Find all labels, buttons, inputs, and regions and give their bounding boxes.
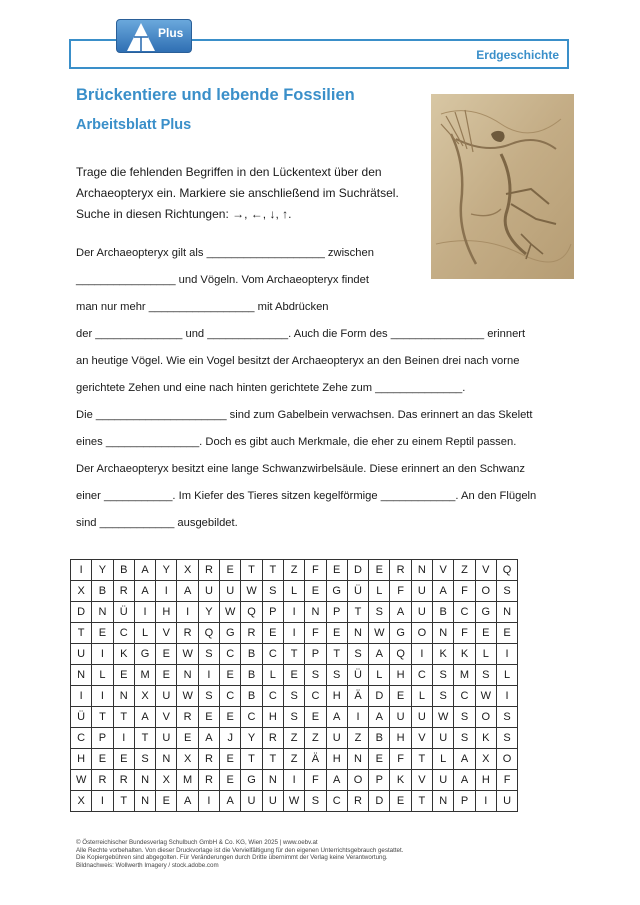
word-search-cell[interactable]: I bbox=[92, 686, 113, 707]
word-search-cell[interactable]: N bbox=[113, 686, 134, 707]
word-search-row bbox=[71, 623, 518, 644]
footer-copyright bbox=[76, 839, 403, 869]
word-search-cell[interactable]: U bbox=[241, 791, 262, 812]
archaeopteryx-fossil-image bbox=[431, 94, 574, 279]
word-search-cell[interactable]: W bbox=[220, 602, 241, 623]
word-search-cell[interactable]: F bbox=[305, 560, 326, 581]
word-search-cell[interactable]: T bbox=[134, 728, 155, 749]
word-search-cell[interactable]: S bbox=[347, 644, 368, 665]
word-search-cell[interactable]: O bbox=[475, 581, 496, 602]
word-search-cell[interactable]: T bbox=[347, 602, 368, 623]
word-search-cell[interactable]: U bbox=[411, 602, 432, 623]
word-search-cell[interactable]: M bbox=[134, 665, 155, 686]
word-search-cell[interactable]: I bbox=[496, 644, 517, 665]
word-search-cell[interactable]: L bbox=[262, 665, 283, 686]
word-search-cell[interactable]: B bbox=[241, 644, 262, 665]
word-search-cell[interactable]: K bbox=[475, 728, 496, 749]
word-search-cell[interactable]: S bbox=[475, 665, 496, 686]
word-search-cell[interactable]: C bbox=[241, 707, 262, 728]
word-search-cell[interactable]: E bbox=[220, 770, 241, 791]
word-search-cell[interactable]: F bbox=[390, 749, 411, 770]
word-search-cell[interactable]: B bbox=[241, 686, 262, 707]
word-search-cell[interactable]: Ü bbox=[71, 707, 92, 728]
word-search-cell[interactable]: O bbox=[475, 707, 496, 728]
word-search-cell[interactable]: E bbox=[390, 791, 411, 812]
word-search-cell[interactable]: S bbox=[496, 581, 517, 602]
word-search-cell[interactable]: S bbox=[305, 665, 326, 686]
word-search-cell[interactable]: B bbox=[92, 581, 113, 602]
cloze-line: gerichtete Zehen und eine nach hinten gerichtete Zehe zum ______________. bbox=[76, 382, 466, 394]
word-search-cell[interactable]: D bbox=[71, 602, 92, 623]
word-search-cell[interactable]: S bbox=[262, 581, 283, 602]
word-search-cell[interactable]: N bbox=[411, 560, 432, 581]
word-search-cell[interactable]: E bbox=[156, 791, 177, 812]
word-search-cell[interactable]: V bbox=[433, 560, 454, 581]
word-search-cell[interactable]: N bbox=[71, 665, 92, 686]
word-search-cell[interactable]: T bbox=[71, 623, 92, 644]
word-search-cell[interactable]: S bbox=[369, 602, 390, 623]
word-search-cell[interactable]: U bbox=[156, 686, 177, 707]
word-search-cell[interactable]: I bbox=[475, 791, 496, 812]
word-search-cell[interactable]: M bbox=[454, 665, 475, 686]
word-search-cell[interactable]: P bbox=[454, 791, 475, 812]
word-search-cell[interactable]: X bbox=[134, 686, 155, 707]
word-search-row bbox=[71, 686, 518, 707]
word-search-row bbox=[71, 581, 518, 602]
word-search-cell[interactable]: I bbox=[71, 686, 92, 707]
word-search-cell[interactable]: Y bbox=[156, 560, 177, 581]
word-search-cell[interactable]: T bbox=[283, 644, 304, 665]
word-search-cell[interactable]: Z bbox=[283, 749, 304, 770]
word-search-cell[interactable]: U bbox=[411, 707, 432, 728]
word-search-cell[interactable]: K bbox=[113, 644, 134, 665]
word-search-cell[interactable]: A bbox=[433, 581, 454, 602]
word-search-cell[interactable]: E bbox=[113, 665, 134, 686]
word-search-cell[interactable]: G bbox=[475, 602, 496, 623]
word-search-cell[interactable]: A bbox=[177, 581, 198, 602]
word-search-cell[interactable]: H bbox=[475, 770, 496, 791]
word-search-cell[interactable]: C bbox=[220, 686, 241, 707]
word-search-cell[interactable]: J bbox=[220, 728, 241, 749]
word-search-cell[interactable]: R bbox=[113, 770, 134, 791]
word-search-cell[interactable]: F bbox=[305, 623, 326, 644]
word-search-cell[interactable]: I bbox=[283, 770, 304, 791]
instruction-line: Trage die fehlenden Begriffen in den Lückentext über den bbox=[76, 165, 382, 179]
word-search-cell[interactable]: F bbox=[390, 581, 411, 602]
word-search-cell[interactable]: N bbox=[305, 602, 326, 623]
word-search-cell[interactable]: W bbox=[71, 770, 92, 791]
word-search-cell[interactable]: F bbox=[454, 581, 475, 602]
word-search-cell[interactable]: Z bbox=[347, 728, 368, 749]
word-search-cell[interactable]: T bbox=[241, 749, 262, 770]
word-search-cell[interactable]: I bbox=[156, 581, 177, 602]
cloze-line: an heutige Vögel. Wie ein Vogel besitzt der Archaeopteryx an den Beinen drei nach vorne bbox=[76, 355, 520, 367]
plus-logo bbox=[116, 19, 192, 53]
cloze-line: der ______________ und _____________. Auch die Form des _______________ erinnert bbox=[76, 328, 526, 340]
word-search-cell[interactable]: G bbox=[220, 623, 241, 644]
word-search-cell[interactable]: T bbox=[262, 749, 283, 770]
cloze-line: Der Archaeopteryx gilt als ___________________ zwischen bbox=[76, 247, 374, 259]
word-search-cell[interactable]: C bbox=[411, 665, 432, 686]
word-search-cell[interactable]: I bbox=[92, 644, 113, 665]
word-search-cell[interactable]: G bbox=[326, 581, 347, 602]
word-search-cell[interactable]: Q bbox=[390, 644, 411, 665]
word-search-cell[interactable]: R bbox=[198, 749, 219, 770]
word-search-cell[interactable]: E bbox=[496, 623, 517, 644]
word-search-cell[interactable]: L bbox=[433, 749, 454, 770]
footer-line: © Österreichischer Bundesverlag Schulbuch GmbH & Co. KG, Wien 2025 | www.oebv.at bbox=[76, 839, 318, 846]
word-search-cell[interactable]: C bbox=[113, 623, 134, 644]
word-search-cell[interactable]: N bbox=[262, 770, 283, 791]
word-search-cell[interactable]: X bbox=[475, 749, 496, 770]
word-search-cell[interactable]: P bbox=[305, 644, 326, 665]
word-search-cell[interactable]: Ü bbox=[113, 602, 134, 623]
word-search-row bbox=[71, 560, 518, 581]
word-search-cell[interactable]: S bbox=[283, 686, 304, 707]
word-search-cell[interactable]: H bbox=[156, 602, 177, 623]
word-search-cell[interactable]: S bbox=[433, 686, 454, 707]
word-search-cell[interactable]: D bbox=[369, 686, 390, 707]
word-search-cell[interactable]: R bbox=[198, 770, 219, 791]
word-search-cell[interactable]: S bbox=[454, 707, 475, 728]
word-search-cell[interactable]: T bbox=[326, 644, 347, 665]
word-search-cell[interactable]: E bbox=[475, 623, 496, 644]
word-search-cell[interactable]: T bbox=[92, 707, 113, 728]
word-search-cell[interactable]: A bbox=[198, 728, 219, 749]
word-search-cell[interactable]: D bbox=[347, 560, 368, 581]
word-search-cell[interactable]: S bbox=[283, 707, 304, 728]
word-search-cell[interactable]: I bbox=[283, 602, 304, 623]
word-search-cell[interactable]: C bbox=[71, 728, 92, 749]
word-search-cell[interactable]: N bbox=[347, 623, 368, 644]
word-search-cell[interactable]: E bbox=[283, 665, 304, 686]
word-search-cell[interactable]: I bbox=[134, 602, 155, 623]
word-search-cell[interactable]: E bbox=[92, 749, 113, 770]
word-search-cell[interactable]: H bbox=[390, 728, 411, 749]
instruction-line: Suche in diesen Richtungen: →, ←, ↓, ↑. bbox=[76, 207, 292, 221]
word-search-cell[interactable]: L bbox=[496, 665, 517, 686]
word-search-cell[interactable]: U bbox=[496, 791, 517, 812]
word-search-row bbox=[71, 602, 518, 623]
word-search-cell[interactable]: I bbox=[177, 602, 198, 623]
word-search-cell[interactable]: N bbox=[433, 791, 454, 812]
word-search-cell[interactable]: E bbox=[113, 749, 134, 770]
word-search-cell[interactable]: Ü bbox=[347, 665, 368, 686]
word-search-cell[interactable]: L bbox=[411, 686, 432, 707]
word-search-cell[interactable]: T bbox=[113, 707, 134, 728]
word-search-cell[interactable]: N bbox=[134, 791, 155, 812]
word-search-cell[interactable]: U bbox=[390, 707, 411, 728]
word-search-cell[interactable]: I bbox=[283, 623, 304, 644]
cloze-line: einer ___________. Im Kiefer des Tieres sitzen kegelförmige ____________. An den Flügeln bbox=[76, 490, 537, 502]
instruction-line: Archaeopteryx ein. Markiere sie anschließend im Suchrätsel. bbox=[76, 186, 399, 200]
word-search-cell[interactable]: R bbox=[177, 707, 198, 728]
word-search-cell[interactable]: A bbox=[454, 749, 475, 770]
word-search-cell[interactable]: H bbox=[390, 665, 411, 686]
word-search-cell[interactable]: U bbox=[433, 770, 454, 791]
word-search-cell[interactable]: L bbox=[283, 581, 304, 602]
word-search-cell[interactable]: M bbox=[177, 770, 198, 791]
word-search-cell[interactable]: R bbox=[113, 581, 134, 602]
word-search-cell[interactable]: I bbox=[198, 791, 219, 812]
word-search-cell[interactable]: U bbox=[262, 791, 283, 812]
word-search-cell[interactable]: H bbox=[326, 749, 347, 770]
word-search-row bbox=[71, 791, 518, 812]
word-search-cell[interactable]: Z bbox=[283, 728, 304, 749]
cloze-line: eines _______________. Doch es gibt auch Merkmale, die eher zu einem Reptil passen. bbox=[76, 436, 517, 448]
word-search-cell[interactable]: S bbox=[305, 791, 326, 812]
word-search-cell[interactable]: S bbox=[433, 665, 454, 686]
word-search-grid bbox=[70, 559, 518, 812]
word-search-cell[interactable]: A bbox=[454, 770, 475, 791]
word-search-cell[interactable]: T bbox=[411, 791, 432, 812]
word-search-cell[interactable]: R bbox=[241, 623, 262, 644]
word-search-cell[interactable]: P bbox=[92, 728, 113, 749]
word-search-cell[interactable]: E bbox=[305, 707, 326, 728]
word-search-cell[interactable]: E bbox=[305, 581, 326, 602]
word-search-cell[interactable]: A bbox=[134, 581, 155, 602]
word-search-cell[interactable]: F bbox=[496, 770, 517, 791]
word-search-cell[interactable]: E bbox=[220, 560, 241, 581]
word-search-cell[interactable]: I bbox=[198, 665, 219, 686]
word-search-cell[interactable]: K bbox=[390, 770, 411, 791]
word-search-cell[interactable]: Z bbox=[305, 728, 326, 749]
word-search-cell[interactable]: B bbox=[113, 560, 134, 581]
word-search-cell[interactable]: H bbox=[326, 686, 347, 707]
word-search-cell[interactable]: V bbox=[156, 707, 177, 728]
word-search-cell[interactable]: N bbox=[156, 749, 177, 770]
word-search-cell[interactable]: W bbox=[283, 791, 304, 812]
word-search-cell[interactable]: I bbox=[411, 644, 432, 665]
word-search-cell[interactable]: C bbox=[454, 602, 475, 623]
word-search-cell[interactable]: U bbox=[326, 728, 347, 749]
cloze-line: Die _____________________ sind zum Gabelbein verwachsen. Das erinnert an das Skelett bbox=[76, 409, 533, 421]
word-search-cell[interactable]: E bbox=[220, 665, 241, 686]
word-search-cell[interactable]: G bbox=[241, 770, 262, 791]
word-search-cell[interactable]: E bbox=[326, 623, 347, 644]
word-search-cell[interactable]: E bbox=[220, 749, 241, 770]
word-search-cell[interactable]: E bbox=[369, 749, 390, 770]
page-title: Brückentiere und lebende Fossilien bbox=[76, 86, 355, 104]
word-search-cell[interactable]: N bbox=[177, 665, 198, 686]
word-search-cell[interactable]: T bbox=[411, 749, 432, 770]
word-search-row bbox=[71, 707, 518, 728]
word-search-cell[interactable]: E bbox=[262, 623, 283, 644]
word-search-cell[interactable]: C bbox=[262, 686, 283, 707]
word-search-cell[interactable]: A bbox=[326, 707, 347, 728]
word-search-cell[interactable]: U bbox=[156, 728, 177, 749]
word-search-cell[interactable]: N bbox=[496, 602, 517, 623]
word-search-cell[interactable]: Z bbox=[454, 560, 475, 581]
word-search-cell[interactable]: V bbox=[156, 623, 177, 644]
word-search-cell[interactable]: A bbox=[326, 770, 347, 791]
word-search-cell[interactable]: O bbox=[347, 770, 368, 791]
word-search-cell[interactable]: S bbox=[496, 728, 517, 749]
word-search-cell[interactable]: S bbox=[496, 707, 517, 728]
word-search-cell[interactable]: S bbox=[454, 728, 475, 749]
word-search-cell[interactable]: C bbox=[305, 686, 326, 707]
word-search-cell[interactable]: Q bbox=[198, 623, 219, 644]
word-search-cell[interactable]: Q bbox=[241, 602, 262, 623]
word-search-cell[interactable]: R bbox=[262, 728, 283, 749]
word-search-cell[interactable]: F bbox=[454, 623, 475, 644]
word-search-cell[interactable]: P bbox=[326, 602, 347, 623]
word-search-cell[interactable]: S bbox=[198, 644, 219, 665]
word-search-cell[interactable]: A bbox=[220, 791, 241, 812]
footer-line: Bildnachweis: Wollwerth Imagery / stock.adobe.com bbox=[76, 861, 219, 869]
word-search-cell[interactable]: L bbox=[475, 644, 496, 665]
word-search-cell[interactable]: X bbox=[177, 560, 198, 581]
word-search-cell[interactable]: O bbox=[411, 623, 432, 644]
word-search-cell[interactable]: W bbox=[241, 581, 262, 602]
word-search-cell[interactable]: E bbox=[156, 665, 177, 686]
word-search-cell[interactable]: V bbox=[475, 560, 496, 581]
word-search-cell[interactable]: D bbox=[369, 791, 390, 812]
word-search-cell[interactable]: T bbox=[262, 560, 283, 581]
word-search-cell[interactable]: Y bbox=[241, 728, 262, 749]
word-search-cell[interactable]: R bbox=[390, 560, 411, 581]
word-search-cell[interactable]: P bbox=[369, 770, 390, 791]
word-search-cell[interactable]: P bbox=[262, 602, 283, 623]
word-search-cell[interactable]: L bbox=[369, 665, 390, 686]
word-search-cell[interactable]: B bbox=[433, 602, 454, 623]
word-search-cell[interactable]: K bbox=[433, 644, 454, 665]
word-search-cell[interactable]: U bbox=[71, 644, 92, 665]
cloze-line: ________________ und Vögeln. Vom Archaeopteryx findet bbox=[76, 274, 369, 286]
word-search-cell[interactable]: B bbox=[241, 665, 262, 686]
word-search-cell[interactable]: L bbox=[369, 581, 390, 602]
word-search-cell[interactable]: X bbox=[156, 770, 177, 791]
subject-label: Erdgeschichte bbox=[476, 48, 559, 62]
word-search-cell[interactable]: K bbox=[454, 644, 475, 665]
word-search-cell[interactable]: I bbox=[496, 686, 517, 707]
word-search-cell[interactable]: A bbox=[134, 707, 155, 728]
word-search-cell[interactable]: A bbox=[134, 560, 155, 581]
word-search-cell[interactable]: C bbox=[262, 644, 283, 665]
cloze-line: Der Archaeopteryx besitzt eine lange Schwanzwirbelsäule. Diese erinnert an den Schwanz bbox=[76, 463, 525, 475]
word-search-cell[interactable]: E bbox=[198, 707, 219, 728]
word-search-row bbox=[71, 728, 518, 749]
word-search-cell[interactable]: O bbox=[496, 749, 517, 770]
cloze-line: sind ____________ ausgebildet. bbox=[76, 517, 238, 529]
word-search-cell[interactable]: U bbox=[433, 728, 454, 749]
word-search-cell[interactable]: Z bbox=[283, 560, 304, 581]
word-search-cell[interactable]: G bbox=[390, 623, 411, 644]
word-search-cell[interactable]: F bbox=[305, 770, 326, 791]
word-search-row bbox=[71, 749, 518, 770]
word-search-cell[interactable]: C bbox=[326, 791, 347, 812]
logo-text: Plus bbox=[158, 26, 184, 40]
word-search-cell[interactable]: E bbox=[369, 560, 390, 581]
word-search-cell[interactable]: Ü bbox=[347, 581, 368, 602]
word-search-cell[interactable]: H bbox=[262, 707, 283, 728]
footer-line: Alle Rechte vorbehalten. Von dieser Druckvorlage ist die Vervielfältigung für den eigenen Unterrichtsgebrauch gestattet. bbox=[76, 846, 404, 854]
word-search-cell[interactable]: X bbox=[71, 791, 92, 812]
word-search-cell[interactable]: T bbox=[241, 560, 262, 581]
word-search-cell[interactable]: E bbox=[92, 623, 113, 644]
page-subtitle: Arbeitsblatt Plus bbox=[76, 117, 192, 133]
word-search-cell[interactable]: X bbox=[71, 581, 92, 602]
word-search-cell[interactable]: U bbox=[198, 581, 219, 602]
word-search-cell[interactable]: R bbox=[177, 623, 198, 644]
word-search-cell[interactable]: L bbox=[134, 623, 155, 644]
word-search-cell[interactable]: Ä bbox=[305, 749, 326, 770]
word-search-cell[interactable]: S bbox=[326, 665, 347, 686]
word-search-cell[interactable]: W bbox=[433, 707, 454, 728]
word-search-cell[interactable]: N bbox=[433, 623, 454, 644]
word-search-cell[interactable]: E bbox=[156, 644, 177, 665]
word-search-cell[interactable]: H bbox=[71, 749, 92, 770]
word-search-cell[interactable]: I bbox=[71, 560, 92, 581]
word-search-cell[interactable]: W bbox=[369, 623, 390, 644]
word-search-cell[interactable]: W bbox=[177, 644, 198, 665]
word-search-cell[interactable]: W bbox=[177, 686, 198, 707]
word-search-cell[interactable]: E bbox=[220, 707, 241, 728]
word-search-cell[interactable]: R bbox=[198, 560, 219, 581]
word-search-cell[interactable]: W bbox=[475, 686, 496, 707]
word-search-cell[interactable]: E bbox=[326, 560, 347, 581]
word-search-cell[interactable]: C bbox=[454, 686, 475, 707]
word-search-cell[interactable]: V bbox=[411, 728, 432, 749]
word-search-cell[interactable]: U bbox=[411, 581, 432, 602]
word-search-cell[interactable]: Y bbox=[92, 560, 113, 581]
word-search-cell[interactable]: X bbox=[177, 749, 198, 770]
word-search-cell[interactable]: Q bbox=[496, 560, 517, 581]
word-search-cell[interactable]: E bbox=[390, 686, 411, 707]
footer-line: Die Kopiergebühren sind abgegolten. Für Veränderungen durch Dritte übernimmt der Verlag keine Verantwortung. bbox=[76, 854, 388, 862]
word-search-cell[interactable]: Y bbox=[198, 602, 219, 623]
word-search-row bbox=[71, 644, 518, 665]
word-search-cell[interactable]: T bbox=[113, 791, 134, 812]
word-search-row bbox=[71, 770, 518, 791]
word-search-cell[interactable]: I bbox=[113, 728, 134, 749]
word-search-cell[interactable]: R bbox=[92, 770, 113, 791]
word-search-cell[interactable]: E bbox=[177, 728, 198, 749]
word-search-cell[interactable]: I bbox=[347, 707, 368, 728]
word-search-cell[interactable]: A bbox=[369, 644, 390, 665]
word-search-cell[interactable]: I bbox=[92, 791, 113, 812]
word-search-cell[interactable]: C bbox=[220, 644, 241, 665]
word-search-cell[interactable]: Ä bbox=[347, 686, 368, 707]
cloze-line: man nur mehr _________________ mit Abdrücken bbox=[76, 301, 329, 313]
word-search-cell[interactable]: S bbox=[134, 749, 155, 770]
word-search-cell[interactable]: L bbox=[92, 665, 113, 686]
word-search-row bbox=[71, 665, 518, 686]
word-search-cell[interactable]: B bbox=[369, 728, 390, 749]
word-search-cell[interactable]: V bbox=[411, 770, 432, 791]
word-search-cell[interactable]: A bbox=[390, 602, 411, 623]
word-search-cell[interactable]: A bbox=[177, 791, 198, 812]
word-search-cell[interactable]: N bbox=[92, 602, 113, 623]
word-search-cell[interactable]: R bbox=[347, 791, 368, 812]
word-search-cell[interactable]: U bbox=[220, 581, 241, 602]
word-search-cell[interactable]: N bbox=[347, 749, 368, 770]
word-search-cell[interactable]: G bbox=[134, 644, 155, 665]
word-search-cell[interactable]: N bbox=[134, 770, 155, 791]
word-search-cell[interactable]: S bbox=[198, 686, 219, 707]
word-search-cell[interactable]: A bbox=[369, 707, 390, 728]
